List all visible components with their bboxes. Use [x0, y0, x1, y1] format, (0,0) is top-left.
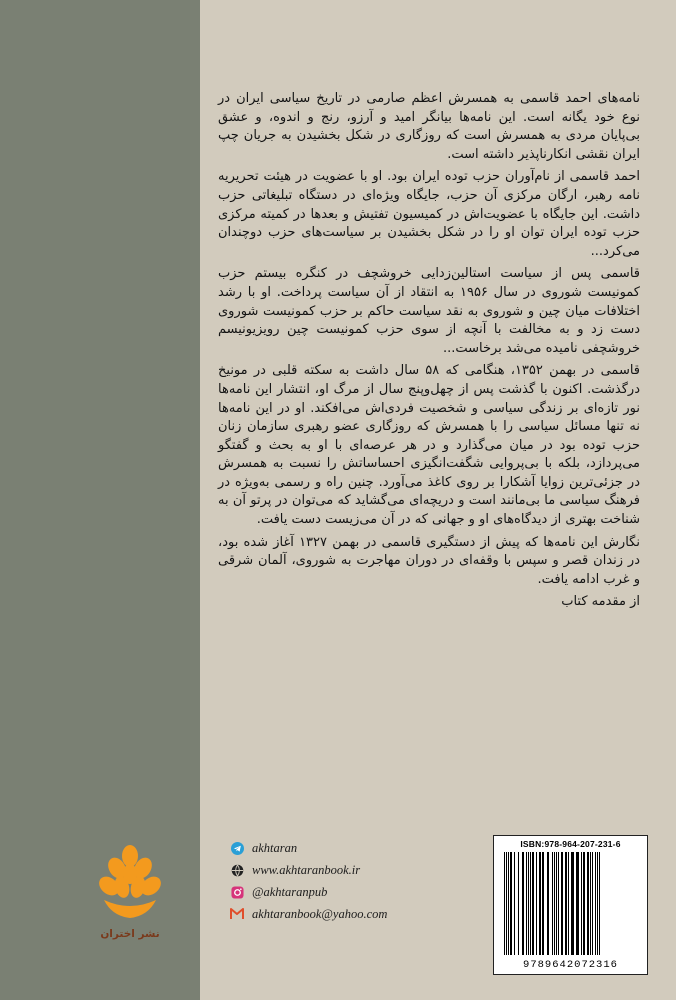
- barcode-bar: [528, 852, 529, 955]
- barcode-bar: [587, 852, 589, 955]
- instagram-handle: @akhtaranpub: [252, 884, 328, 899]
- isbn-label: ISBN:978-964-207-231-6: [520, 839, 621, 849]
- telegram-handle: akhtaran: [252, 840, 298, 855]
- barcode-bar: [510, 852, 512, 955]
- barcode-bar: [547, 852, 549, 955]
- barcode-number: 9789642072316: [523, 959, 618, 971]
- barcode-bar: [508, 852, 509, 955]
- blurb-paragraph-4: قاسمی در بهمن ۱۳۵۲، هنگامی که ۵۸ سال داشت به سکته قلبی در مونیخ درگذشت. اکنون با گذشت پس از چهل‌وپنج سال از مرگ او، انتشار این نامه‌ها نور تازه‌ای بر زندگی سیاسی و شخصیت فردی‌اش می‌افکند. او در این نامه‌ها نه تنها مسائل سیاسی را با همسرش که روزگاری عضو رهبری سازمان زنان حزب توده بود در میان می‌گذارد و در هر عرصه‌ای با او به بحث و گفتگو می‌پردازد، بلکه با بی‌پروایی شگفت‌انگیزی احساساتش را نسبت به همسرش در جزئی‌ترین زوایا آشکارا بر روی کاغذ می‌آورد. چنین راه و رسمی به‌ویژه در فرهنگ سیاسی ما بی‌مانند است و دریچه‌ای می‌گشاید که می‌توان در پرتو آن به شناخت بهتری از دیدگاه‌های او و جهانی که در آن می‌زیست دست یافت.: [218, 363, 641, 528]
- barcode-bar: [504, 852, 505, 955]
- email-address: akhtaranbook@yahoo.com: [252, 906, 388, 921]
- telegram-contact[interactable]: [230, 837, 470, 859]
- blurb-paragraph-1: نامه‌های احمد قاسمی به همسرش اعظم صارمی در تاریخ سیاسی ایران در نوع خود یگانه است. این نامه‌ها بیانگر امید و آرزو، رنج و اندوه، و عشق بی‌پایان مردی به همسرش است که روزگاری در شکل بخشیدن به جریان چپ ایران نقشی انکارناپذیر داشته است.: [218, 91, 640, 162]
- website-url: www.akhtaranbook.ir: [252, 862, 361, 877]
- barcode-bar: [539, 852, 541, 955]
- blurb-paragraph-2: احمد قاسمی از نام‌آوران حزب توده ایران بود. او با عضویت در هیئت تحریریه نامه رهبر، ارگان مرکزی آن حزب، جایگاه ویژه‌ای در دستگاه تبلیغاتی حزب داشت. این جایگاه با عضویت‌اش در کمیسیون تفتیش و بعدها در کمیته مرکزی حزب توده ایران توان او را در شکل بخشیدن بر سیاست‌های حزب دوچندان می‌کرد...: [218, 169, 640, 259]
- barcode-bar: [576, 852, 579, 955]
- blurb-text: [218, 90, 640, 616]
- barcode-bar: [526, 852, 527, 955]
- barcode-bar: [536, 852, 537, 955]
- barcode-bar: [532, 852, 534, 955]
- mail-icon: [230, 907, 244, 921]
- barcode-bar: [568, 852, 569, 955]
- barcode-bar: [530, 852, 531, 955]
- website-contact[interactable]: [230, 859, 470, 881]
- barcode-bar: [542, 852, 544, 955]
- barcode-bar: [592, 852, 593, 955]
- barcode-bar: [565, 852, 567, 955]
- barcode-bar: [518, 852, 519, 955]
- barcode-bar: [597, 852, 598, 955]
- barcode-bar: [558, 852, 559, 955]
- isbn-barcode: [493, 835, 648, 975]
- barcode-bar: [554, 852, 555, 955]
- barcode-bar: [522, 852, 524, 955]
- publisher-name: نشر اختران: [100, 928, 160, 940]
- barcode-bar: [561, 852, 563, 955]
- barcode-bar: [590, 852, 591, 955]
- barcode-bar: [556, 852, 557, 955]
- blurb-paragraph-3: قاسمی پس از سیاست استالین‌زدایی خروشچف در کنگره بیستم حزب کمونیست شوروی در سال ۱۹۵۶ به انتقاد از آن سیاست پرداخت. او با رشد اختلافات میان چین و شوروی به نقد سیاست حاکم بر حزب کمونیست شوروی دست زد و به مخالفت با آنچه از سوی حزب کمونیست چین رویزیونیسم خروشچفی نامیده می‌شد برخاست...: [218, 266, 640, 356]
- barcode-bar: [506, 852, 507, 955]
- barcode-bars: [502, 852, 639, 955]
- barcode-bar: [571, 852, 574, 955]
- barcode-bar: [552, 852, 553, 955]
- barcode-bar: [581, 852, 582, 955]
- barcode-bar: [583, 852, 585, 955]
- barcode-bar: [514, 852, 515, 955]
- blurb-paragraph-5: نگارش این نامه‌ها که پیش از دستگیری قاسمی در بهمن ۱۳۲۷ آغاز شده بود، در زندان قصر و سپس با وقفه‌ای در دوران مهاجرت به شوروی، آلمان شرقی و غرب ادامه یافت.: [218, 534, 640, 587]
- telegram-icon: [230, 841, 244, 855]
- email-contact[interactable]: [230, 903, 470, 925]
- instagram-icon: [230, 885, 244, 899]
- instagram-contact[interactable]: [230, 881, 470, 903]
- source-note: از مقدمه کتاب: [561, 594, 640, 610]
- barcode-bar: [595, 852, 596, 955]
- contact-list: [230, 837, 470, 925]
- barcode-bar: [599, 852, 600, 955]
- globe-icon: [230, 863, 244, 877]
- publisher-logo: [98, 842, 162, 922]
